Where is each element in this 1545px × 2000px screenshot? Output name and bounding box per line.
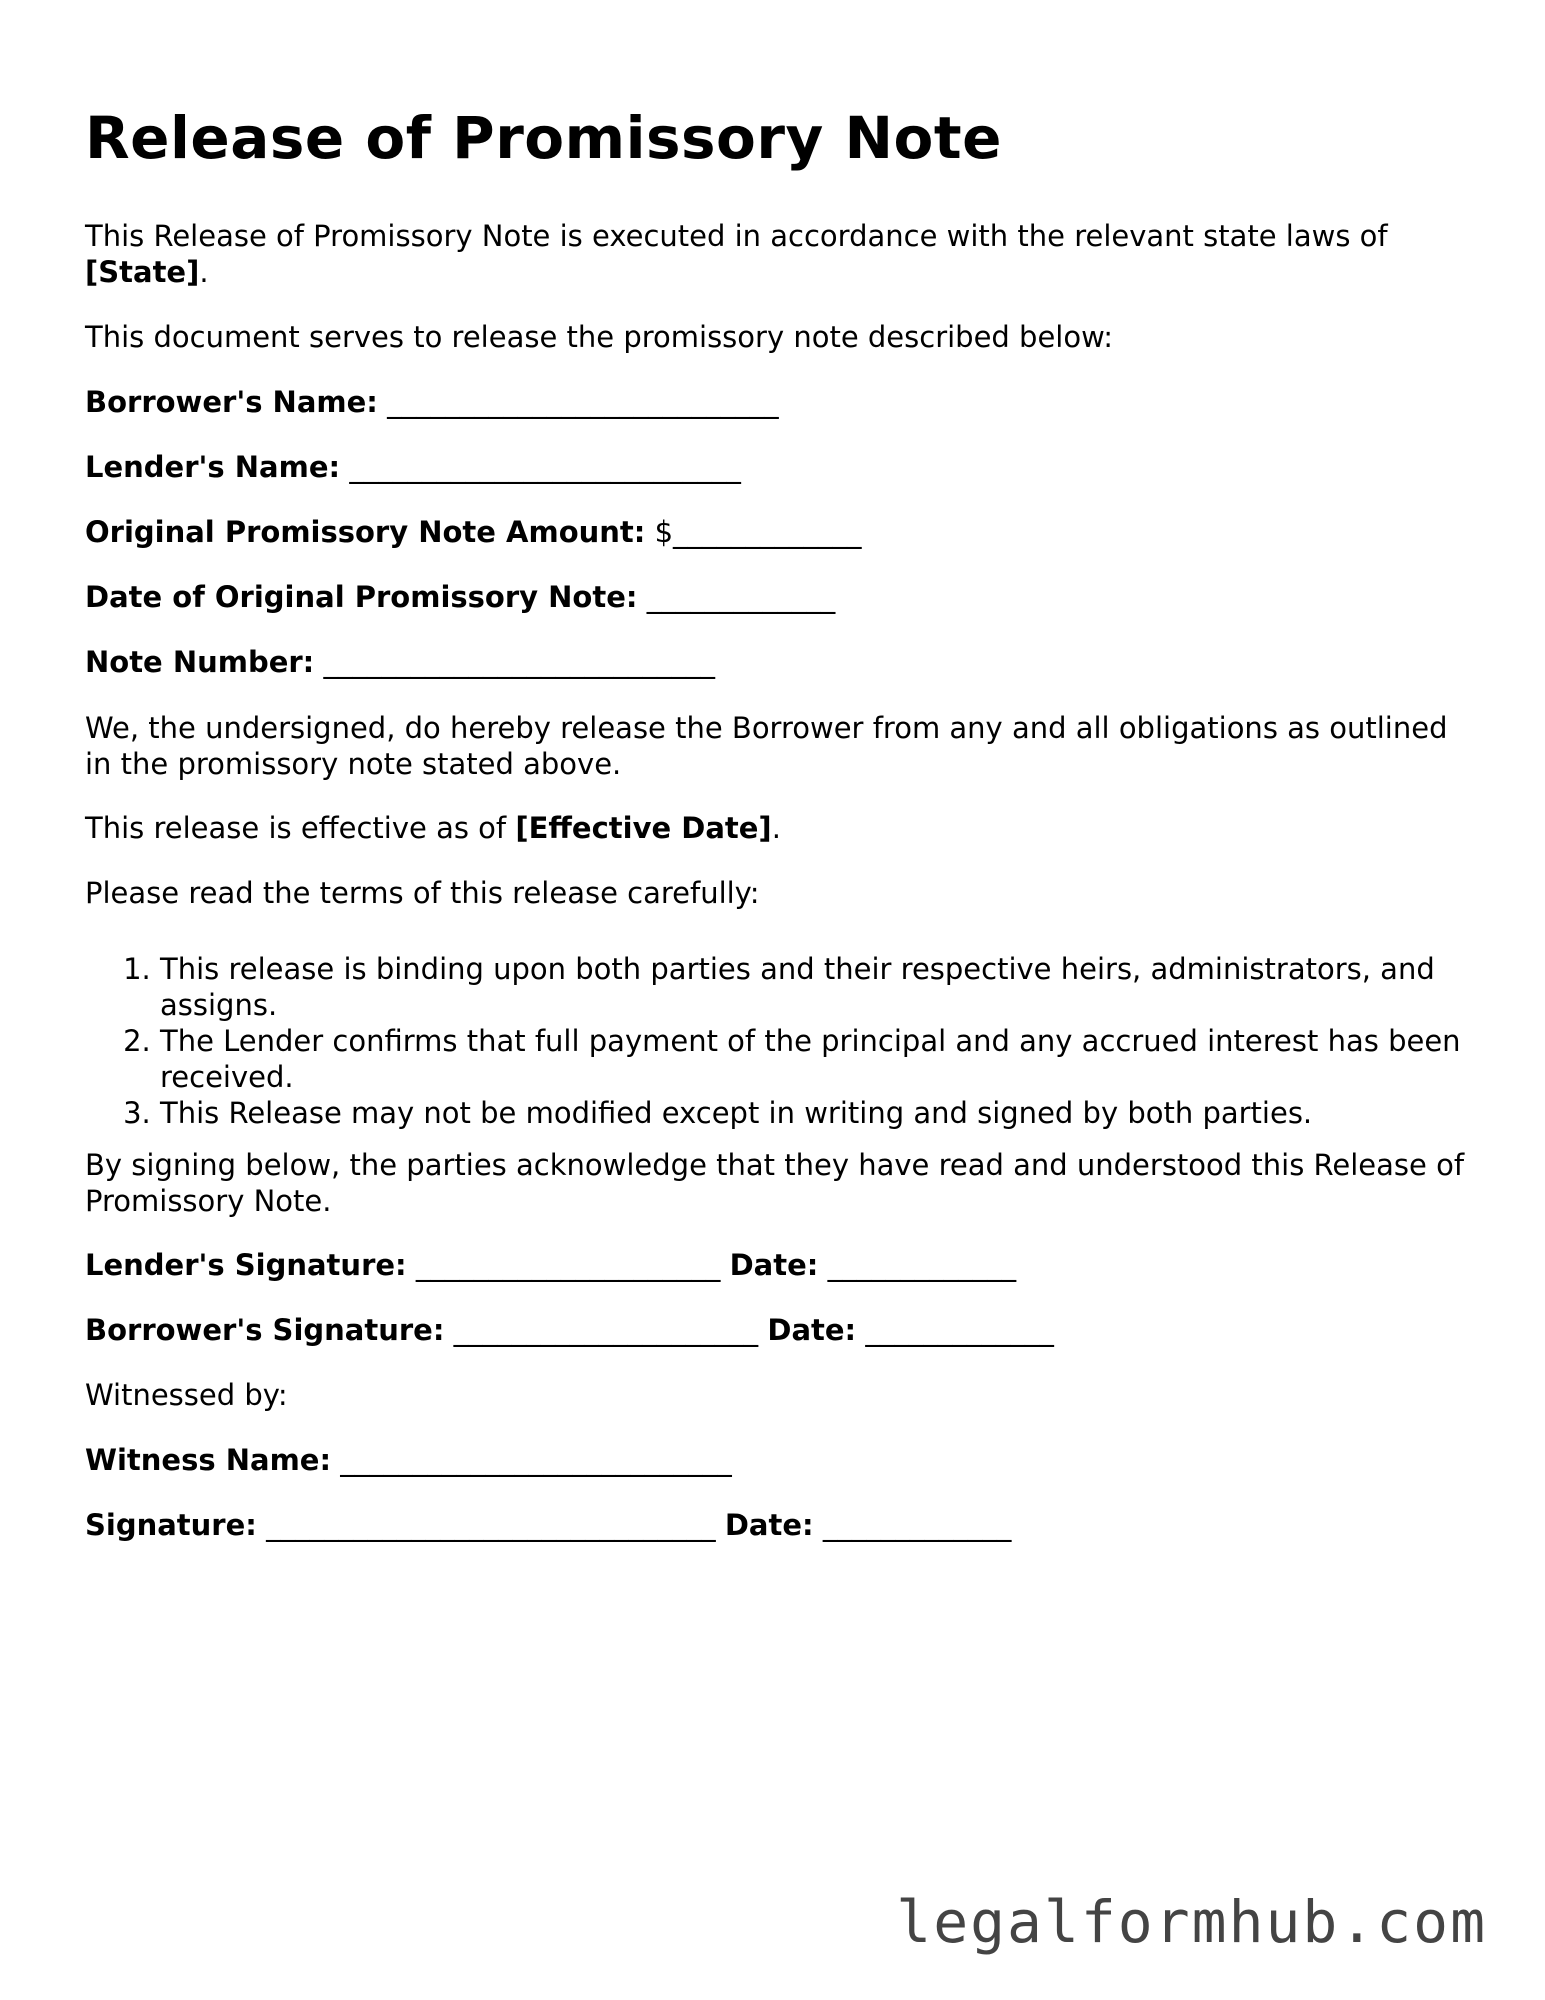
amount-field: Original Promissory Note Amount: $_____________ <box>85 515 862 549</box>
note-number-blank[interactable]: ___________________________ <box>323 645 715 679</box>
read-terms-paragraph: Please read the terms of this release carefully: <box>85 876 760 910</box>
intro-paragraph: This Release of Promissory Note is executed in accordance with the relevant state laws of [State]. <box>85 219 1388 289</box>
document-title: Release of Promissory Note <box>85 104 1002 172</box>
witness-date-blank[interactable]: _____________ <box>822 1508 1012 1542</box>
term-item: 3. This Release may not be modified except in writing and signed by both parties. <box>160 1095 1510 1131</box>
witness-name-line: Witness Name: ___________________________ <box>85 1443 732 1477</box>
note-date-field: Date of Original Promissory Note: _____________ <box>85 580 836 614</box>
brand-watermark: legalformhub.com <box>896 1888 1487 1956</box>
note-date-blank[interactable]: _____________ <box>646 580 836 614</box>
borrower-signature-line: Borrower's Signature: _____________________ Date: _____________ <box>85 1313 1054 1347</box>
note-number-field: Note Number: ___________________________ <box>85 645 715 679</box>
effective-paragraph: This release is effective as of [Effective Date]. <box>85 811 781 845</box>
lender-name-blank[interactable]: ___________________________ <box>349 450 741 484</box>
state-placeholder: [State] <box>85 255 200 289</box>
witness-name-blank[interactable]: ___________________________ <box>340 1443 732 1477</box>
effective-date-placeholder: [Effective Date] <box>515 811 772 845</box>
witness-signature-line: Signature: _______________________________ Date: _____________ <box>85 1508 1012 1542</box>
terms-list <box>85 951 1510 1131</box>
serves-paragraph: This document serves to release the promissory note described below: <box>85 320 1113 354</box>
witness-signature-blank[interactable]: _______________________________ <box>266 1508 716 1542</box>
borrower-name-field: Borrower's Name: ___________________________ <box>85 385 779 419</box>
witnessed-by-label: Witnessed by: <box>85 1378 288 1412</box>
borrower-date-blank[interactable]: _____________ <box>865 1313 1054 1347</box>
amount-blank[interactable]: $_____________ <box>654 515 862 549</box>
lender-signature-blank[interactable]: _____________________ <box>415 1248 721 1282</box>
lender-name-field: Lender's Name: ___________________________ <box>85 450 741 484</box>
intro-text: This Release of Promissory Note is executed in accordance with the relevant state laws of <box>85 219 1388 253</box>
borrower-signature-blank[interactable]: _____________________ <box>453 1313 759 1347</box>
lender-signature-line: Lender's Signature: _____________________ Date: _____________ <box>85 1248 1017 1282</box>
release-paragraph: We, the undersigned, do hereby release the Borrower from any and all obligations as outlined in the promissory note stated above. <box>85 711 1448 781</box>
lender-date-blank[interactable]: _____________ <box>827 1248 1017 1282</box>
acknowledge-paragraph: By signing below, the parties acknowledge that they have read and understood this Release of Promissory Note. <box>85 1148 1465 1218</box>
borrower-name-blank[interactable]: ___________________________ <box>387 385 779 419</box>
term-item: 1. This release is binding upon both parties and their respective heirs, administrators, and assigns. <box>160 951 1510 1023</box>
term-item: 2. The Lender confirms that full payment of the principal and any accrued interest has been received. <box>160 1023 1510 1095</box>
